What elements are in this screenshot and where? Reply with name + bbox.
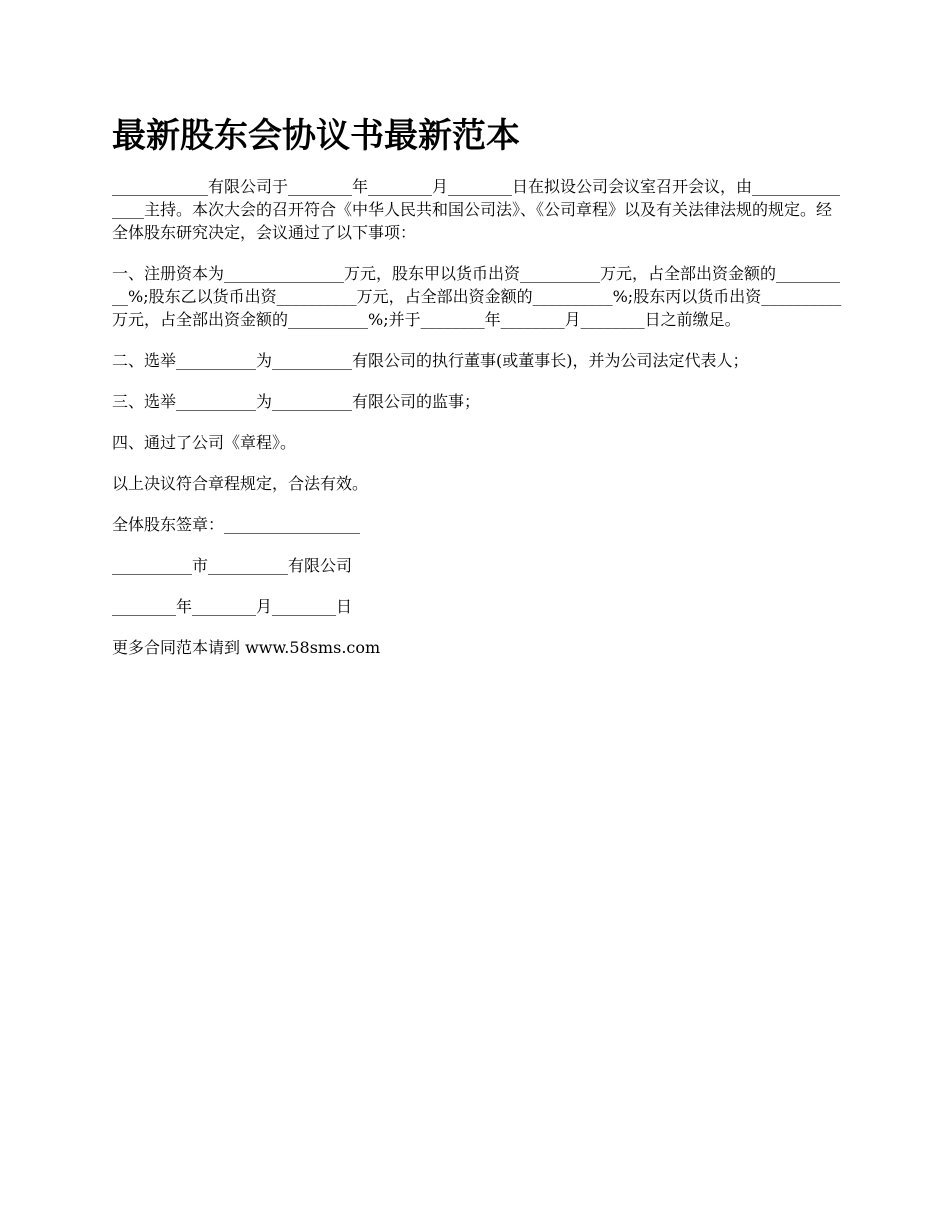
articles-approval-clause: 四、通过了公司《章程》。 xyxy=(112,433,297,452)
document-page xyxy=(112,112,847,677)
opening-paragraph: ____________有限公司于________年________月________日在拟设公司会议室召开会议，由_______________主持。本次大会的召开符合《中华人民共和国公司法》、《公司章程》以及有关法律法规的规定。经全体股东研究决定，会议通过了以下事项： xyxy=(112,177,841,242)
director-election-clause: 二、选举__________为__________有限公司的执行董事(或董事长)，并为公司法定代表人； xyxy=(112,351,749,370)
shareholder-signature-line: 全体股东签章：_________________ xyxy=(112,515,361,534)
document-title: 最新股东会协议书最新范本 xyxy=(112,116,520,156)
validity-statement: 以上决议符合章程规定，合法有效。 xyxy=(112,474,369,493)
supervisor-election-clause: 三、选举__________为__________有限公司的监事； xyxy=(112,392,481,411)
company-name-line: __________市__________有限公司 xyxy=(112,556,353,575)
capital-clause: 一、注册资本为_______________万元，股东甲以货币出资__________万元，占全部出资金额的__________%;股东乙以货币出资__________万元，占全部出资金额的__________%;股东丙以货币出资__________万元，占全部出资金额的__________%;并于________年________月________日之前缴足。 xyxy=(112,264,842,329)
date-line: ________年________月________日 xyxy=(112,597,353,616)
source-footer-note: 更多合同范本请到 www.58sms.com xyxy=(112,638,381,657)
